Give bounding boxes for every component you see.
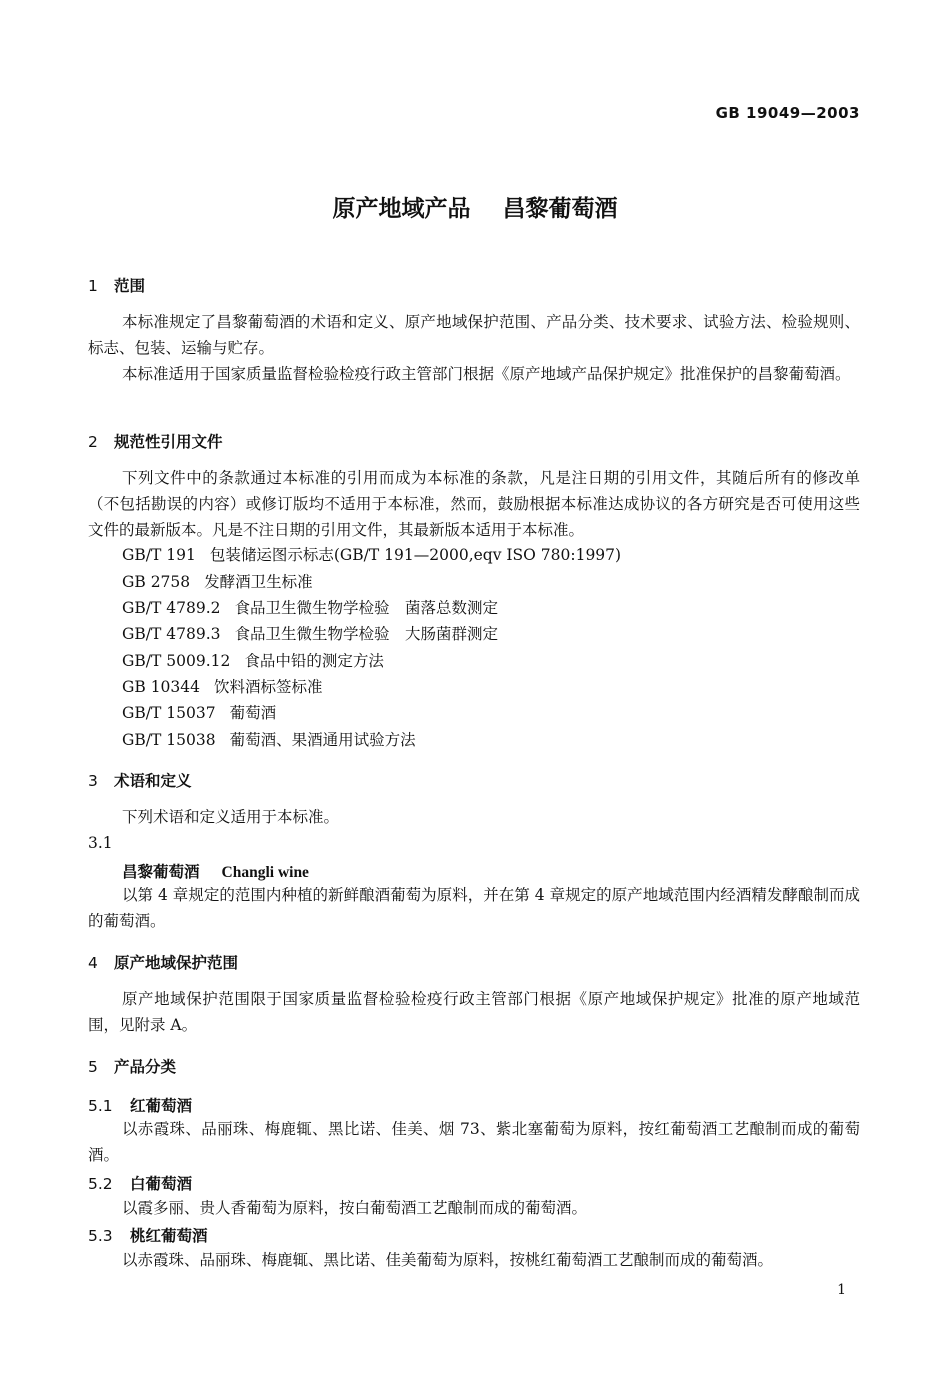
reference-title: 发酵酒卫生标准 [204, 573, 313, 591]
section-title: 术语和定义 [114, 772, 192, 790]
subsection-number: 5.3 [88, 1227, 113, 1245]
reference-code: GB/T 4789.2 [122, 599, 221, 617]
reference-code: GB/T 15037 [122, 704, 216, 722]
section-4-heading [88, 951, 238, 973]
reference-code: GB 2758 [122, 573, 191, 591]
reference-code: GB/T 5009.12 [122, 652, 231, 670]
section-title: 范围 [114, 277, 146, 295]
section-title: 原产地域保护范围 [114, 954, 239, 972]
section-2-heading [88, 430, 223, 452]
section-4-paragraph-1: 原产地域保护范围限于国家质量监督检验检疫行政主管部门根据《原产地域保护规定》批准的原产地域范围，见附录 A。 [88, 990, 860, 1034]
reference-item [122, 701, 276, 723]
section-1-paragraph-1: 本标准规定了昌黎葡萄酒的术语和定义、原产地域保护范围、产品分类、技术要求、试验方法、检验规则、标志、包装、运输与贮存。 [88, 313, 860, 357]
term-chinese: 昌黎葡萄酒 [122, 863, 200, 881]
term-english: Changli wine [221, 864, 309, 881]
subsection-number: 5.1 [88, 1097, 113, 1115]
reference-item [122, 622, 498, 644]
reference-code: GB 10344 [122, 678, 201, 696]
reference-title: 葡萄酒 [229, 704, 277, 722]
section-number: 3 [88, 772, 98, 790]
reference-item [122, 728, 416, 750]
subsection-5-2-text: 以霞多丽、贵人香葡萄为原料，按白葡萄酒工艺酿制而成的葡萄酒。 [122, 1199, 588, 1217]
section-number: 2 [88, 433, 98, 451]
subsection-5-1-heading [88, 1094, 192, 1116]
subsection-5-1-text: 以赤霞珠、品丽珠、梅鹿辄、黑比诺、佳美、烟 73、紫北塞葡萄为原料，按红葡萄酒工艺酿制而成的葡萄酒。 [88, 1120, 860, 1164]
subsection-title: 桃红葡萄酒 [130, 1227, 208, 1245]
reference-title: 包装储运图示标志(GB/T 191—2000,eqv ISO 780:1997) [209, 546, 622, 564]
reference-title: 食品卫生微生物学检验 菌落总数测定 [234, 599, 499, 617]
reference-title: 食品中铅的测定方法 [244, 652, 384, 670]
subsection-5-3-text: 以赤霞珠、品丽珠、梅鹿辄、黑比诺、佳美葡萄为原料，按桃红葡萄酒工艺酿制而成的葡萄酒。 [122, 1251, 774, 1269]
reference-title: 食品卫生微生物学检验 大肠菌群测定 [234, 625, 499, 643]
section-number: 1 [88, 277, 98, 295]
section-number: 4 [88, 954, 98, 972]
section-2-paragraph-1: 下列文件中的条款通过本标准的引用而成为本标准的条款，凡是注日期的引用文件，其随后所有的修改单（不包括勘误的内容）或修订版均不适用于本标准，然而，鼓励根据本标准达成协议的各方研究是否可使用这些文件的最新版本。凡是不注日期的引用文件，其最新版本适用于本标准。 [88, 469, 860, 539]
reference-item [122, 543, 621, 565]
subsection-title: 红葡萄酒 [130, 1097, 193, 1115]
subsection-3-1-number: 3.1 [88, 834, 113, 852]
section-1-paragraph-2: 本标准适用于国家质量监督检验检疫行政主管部门根据《原产地域产品保护规定》批准保护的昌黎葡萄酒。 [122, 365, 851, 383]
reference-item [122, 675, 323, 697]
reference-code: GB/T 191 [122, 546, 196, 564]
section-title: 产品分类 [114, 1058, 177, 1076]
title-part-1: 原产地域产品 [332, 196, 471, 222]
section-title: 规范性引用文件 [114, 433, 223, 451]
page-number: 1 [837, 1282, 846, 1298]
subsection-number: 5.2 [88, 1175, 113, 1193]
reference-item [122, 570, 313, 592]
section-3-heading [88, 769, 192, 791]
document-title [0, 190, 950, 223]
reference-title: 葡萄酒、果酒通用试验方法 [229, 731, 416, 749]
reference-code: GB/T 15038 [122, 731, 216, 749]
subsection-5-3-heading [88, 1224, 208, 1246]
section-number: 5 [88, 1058, 98, 1076]
subsection-title: 白葡萄酒 [130, 1175, 193, 1193]
term-entry [122, 860, 309, 882]
standard-code: GB 19049—2003 [715, 104, 860, 122]
term-definition: 以第 4 章规定的范围内种植的新鲜酿酒葡萄为原料，并在第 4 章规定的原产地域范围内经酒精发酵酿制而成的葡萄酒。 [88, 886, 860, 930]
reference-item [122, 596, 498, 618]
section-5-heading [88, 1055, 176, 1077]
reference-item [122, 649, 384, 671]
section-1-heading [88, 274, 145, 296]
reference-code: GB/T 4789.3 [122, 625, 221, 643]
title-part-2: 昌黎葡萄酒 [502, 196, 618, 222]
subsection-5-2-heading [88, 1172, 192, 1194]
section-3-paragraph-1: 下列术语和定义适用于本标准。 [122, 808, 340, 826]
reference-title: 饮料酒标签标准 [214, 678, 323, 696]
